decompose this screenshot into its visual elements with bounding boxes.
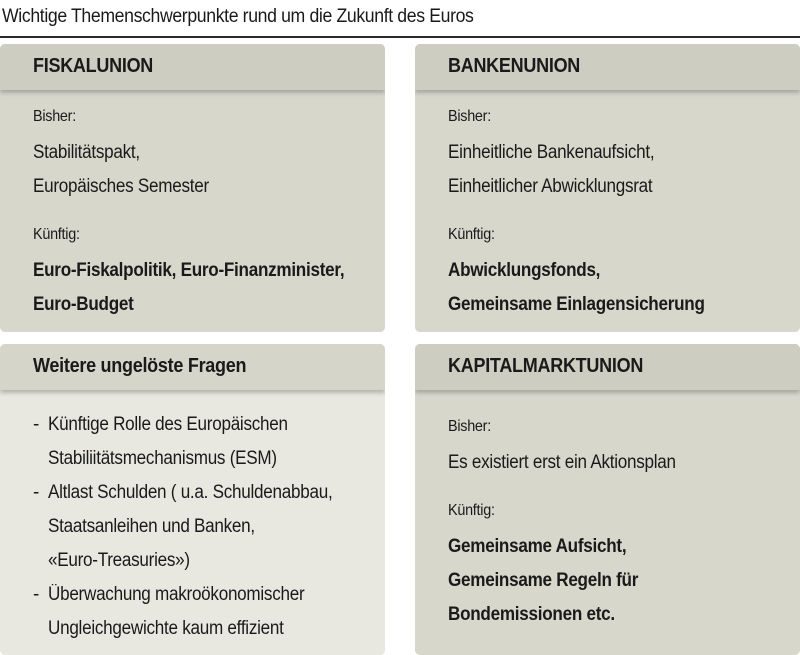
bisher-line: Einheitlicher Abwicklungsrat — [448, 176, 653, 197]
kuenftig-line: Bondemissionen etc. — [448, 604, 615, 625]
panel-heading: FISKALUNION — [33, 55, 154, 77]
list-item — [33, 408, 375, 476]
list-item-line: Künftige Rolle des Europäischen — [48, 414, 288, 435]
list-item — [33, 476, 375, 578]
panel-fiskalunion — [0, 44, 385, 332]
kuenftig-label: Künftig: — [33, 226, 80, 243]
list-item-line: Staatsanleihen und Banken, — [48, 516, 255, 537]
panel-header — [415, 344, 800, 390]
dash-bullet: - — [33, 414, 40, 435]
panel-header — [0, 344, 385, 390]
dash-bullet: - — [33, 584, 40, 605]
dash-bullet: - — [33, 482, 40, 503]
bisher-label: Bisher: — [448, 108, 491, 125]
list-item-line: «Euro-Treasuries») — [48, 550, 190, 571]
kuenftig-label: Künftig: — [448, 226, 495, 243]
panel-heading: Weitere ungelöste Fragen — [33, 355, 247, 377]
list-item-line: Ungleichgewichte kaum effizient — [48, 618, 284, 639]
bisher-line: Es existiert erst ein Aktionsplan — [448, 452, 676, 473]
bisher-line: Stabilitätspakt, — [33, 142, 140, 163]
kuenftig-line: Gemeinsame Einlagensicherung — [448, 294, 705, 315]
panel-body — [33, 106, 375, 322]
kuenftig-line: Euro-Fiskalpolitik, Euro-Finanzminister, — [33, 260, 345, 281]
list-item-line: Stabiliitätsmechanismus (ESM) — [48, 448, 277, 469]
kuenftig-line: Abwicklungsfonds, — [448, 260, 601, 281]
kuenftig-label: Künftig: — [448, 502, 495, 519]
panel-header — [0, 44, 385, 90]
list-item — [33, 578, 375, 646]
bisher-line: Einheitliche Bankenaufsicht, — [448, 142, 655, 163]
list-item-line: Überwachung makroökonomischer — [48, 584, 305, 605]
bisher-line: Europäisches Semester — [33, 176, 209, 197]
kuenftig-line: Gemeinsame Regeln für — [448, 570, 639, 591]
panel-weitere-fragen — [0, 344, 385, 655]
panel-heading: KAPITALMARKTUNION — [448, 355, 644, 377]
page-title: Wichtige Themenschwerpunkte rund um die Zukunft des Euros — [2, 6, 474, 27]
list-item-line: Altlast Schulden ( u.a. Schuldenabbau, — [48, 482, 333, 503]
panel-bankenunion — [415, 44, 800, 332]
question-list — [33, 408, 375, 646]
panel-body — [448, 416, 790, 632]
panel-heading: BANKENUNION — [448, 55, 581, 77]
panel-body — [33, 408, 375, 646]
title-divider — [0, 36, 800, 38]
panel-body — [448, 106, 790, 322]
bisher-label: Bisher: — [33, 108, 76, 125]
kuenftig-line: Gemeinsame Aufsicht, — [448, 536, 627, 557]
panel-header — [415, 44, 800, 90]
panel-kapitalmarktunion — [415, 344, 800, 655]
bisher-label: Bisher: — [448, 418, 491, 435]
kuenftig-line: Euro-Budget — [33, 294, 134, 315]
